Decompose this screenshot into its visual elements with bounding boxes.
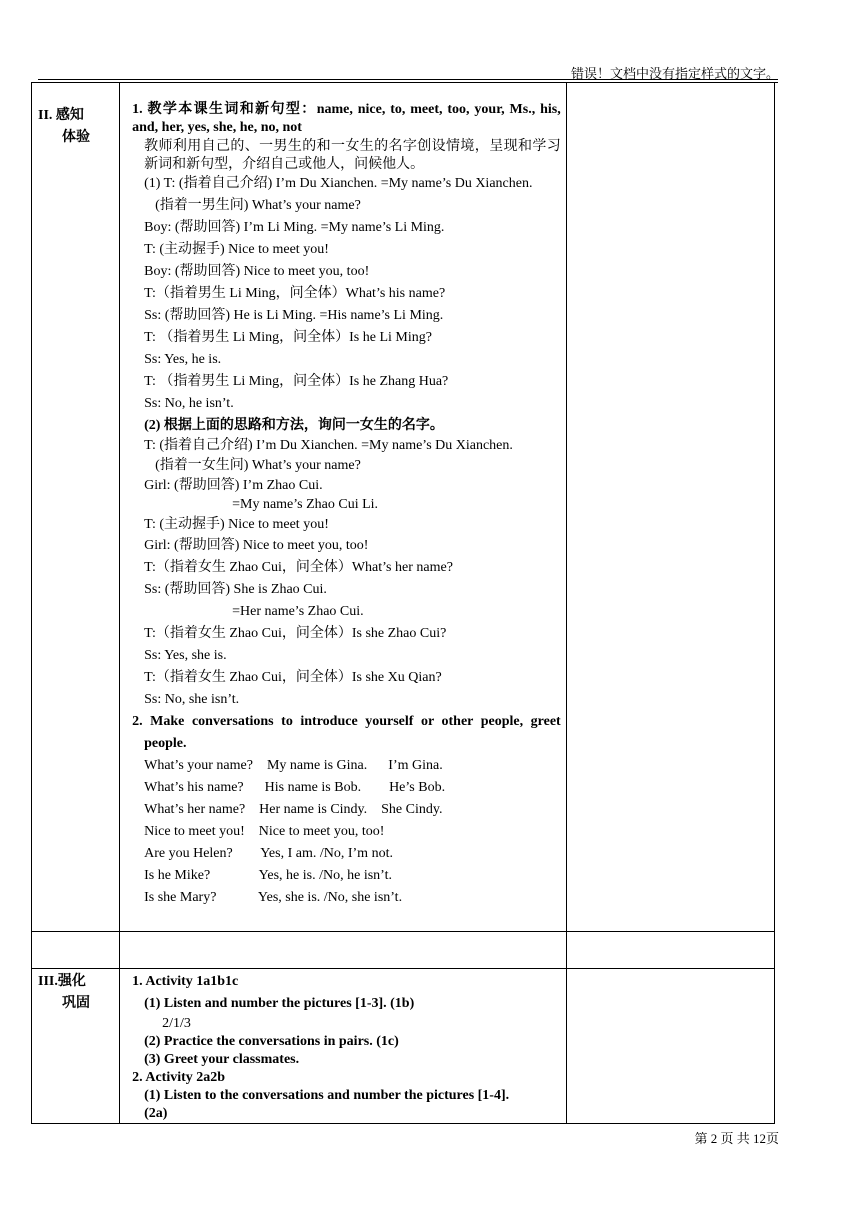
header-rule — [38, 79, 778, 80]
sub-heading: (2) Practice the conversations in pairs. (1c) — [144, 1034, 399, 1049]
dialogue-line: Ss: (帮助回答) He is Li Ming. =His name’s Li Ming. — [144, 308, 444, 323]
dialogue-line: T: （指着男生 Li Ming，问全体）Is he Zhang Hua? — [144, 374, 449, 389]
dialogue-line: (指着一女生问) What’s your name? — [155, 458, 361, 473]
phrase-line: What’s your name? My name is Gina. I’m Gina. — [144, 758, 443, 773]
stage-title: II. 感知 — [38, 108, 84, 123]
phrase-line: What’s his name? His name is Bob. He’s Bob. — [144, 780, 446, 795]
dialogue-line: =My name’s Zhao Cui Li. — [232, 497, 379, 512]
sub-heading: (1) Listen to the conversations and number the pictures [1-4]. — [144, 1088, 510, 1103]
phrase-line: Are you Helen? Yes, I am. /No, I’m not. — [144, 846, 393, 861]
stage-title-line2: 巩固 — [62, 996, 90, 1011]
table-row — [32, 932, 775, 969]
dialogue-line: T: (主动握手) Nice to meet you! — [144, 242, 329, 257]
sub-heading: (3) Greet your classmates. — [144, 1052, 300, 1067]
page-number: 第 2 页 共 12页 — [694, 1131, 779, 1146]
header-error-text: 错误！文档中没有指定样式的文字。 — [570, 66, 779, 81]
stage-title-line2: 体验 — [62, 130, 90, 145]
sub-heading: (1) Listen and number the pictures [1-3]. (1b) — [144, 996, 415, 1011]
dialogue-line: T:（指着女生 Zhao Cui，问全体）Is she Xu Qian? — [144, 670, 442, 685]
dialogue-line: Ss: No, she isn’t. — [144, 692, 240, 707]
dialogue-line: T:（指着男生 Li Ming，问全体）What’s his name? — [144, 286, 446, 301]
dialogue-line: T: (指着自己介绍) I’m Du Xianchen. =My name’s Du Xianchen. — [144, 438, 513, 453]
sub-heading: (2a) — [144, 1106, 168, 1121]
section-heading: 1. Activity 1a1b1c — [132, 974, 239, 989]
phrase-line: What’s her name? Her name is Cindy. She Cindy. — [144, 802, 443, 817]
dialogue-line: (指着一男生问) What’s your name? — [155, 198, 361, 213]
spacer-cell — [566, 932, 774, 969]
dialogue-line: Girl: (帮助回答) I’m Zhao Cui. — [144, 478, 323, 493]
paragraph: 教师利用自己的、一男生的和一女生的名字创设情境，呈现和学习新词和新句型，介绍自己或他人，问候他人。 — [144, 139, 561, 172]
dialogue-line: (1) T: (指着自己介绍) I’m Du Xianchen. =My name’s Du Xianchen. — [144, 176, 533, 191]
answer-line: 2/1/3 — [162, 1016, 191, 1031]
stage-cell — [32, 83, 120, 932]
dialogue-line: Ss: No, he isn’t. — [144, 396, 234, 411]
notes-cell — [566, 83, 774, 932]
dialogue-line: Ss: Yes, she is. — [144, 648, 227, 663]
dialogue-line: Ss: (帮助回答) She is Zhao Cui. — [144, 582, 327, 597]
table-row — [32, 83, 775, 932]
dialogue-line: Girl: (帮助回答) Nice to meet you, too! — [144, 538, 369, 553]
phrase-line: Is he Mike? Yes, he is. /No, he isn’t. — [144, 868, 392, 883]
lesson-plan-table — [31, 82, 775, 1124]
activity-cell — [120, 83, 567, 932]
dialogue-line: T:（指着女生 Zhao Cui，问全体）Is she Zhao Cui? — [144, 626, 447, 641]
stage-cell — [32, 969, 120, 1124]
notes-cell — [566, 969, 774, 1124]
phrase-line: Is she Mary? Yes, she is. /No, she isn’t. — [144, 890, 403, 905]
section-heading: 1. 教学本课生词和新句型：name, nice, to, meet, too, your, Ms., his, and, her, yes, she, he, no, not — [132, 102, 561, 135]
dialogue-line: Ss: Yes, he is. — [144, 352, 222, 367]
section-heading: 2. Make conversations to introduce yourself or other people, greet people. — [132, 714, 561, 751]
table-row — [32, 969, 775, 1124]
dialogue-line: T:（指着女生 Zhao Cui，问全体）What’s her name? — [144, 560, 453, 575]
section-heading: 2. Activity 2a2b — [132, 1070, 226, 1085]
dialogue-line: T: (主动握手) Nice to meet you! — [144, 517, 329, 532]
sub-heading: (2) 根据上面的思路和方法，询问一女生的名字。 — [144, 418, 444, 433]
dialogue-line: Boy: (帮助回答) Nice to meet you, too! — [144, 264, 370, 279]
stage-title: III.强化 — [38, 974, 86, 989]
dialogue-line: T: （指着男生 Li Ming，问全体）Is he Li Ming? — [144, 330, 432, 345]
phrase-line: Nice to meet you! Nice to meet you, too! — [144, 824, 385, 839]
activity-cell — [120, 969, 567, 1124]
spacer-cell — [120, 932, 567, 969]
spacer-cell — [32, 932, 120, 969]
dialogue-line: =Her name’s Zhao Cui. — [232, 604, 364, 619]
dialogue-line: Boy: (帮助回答) I’m Li Ming. =My name’s Li Ming. — [144, 220, 445, 235]
